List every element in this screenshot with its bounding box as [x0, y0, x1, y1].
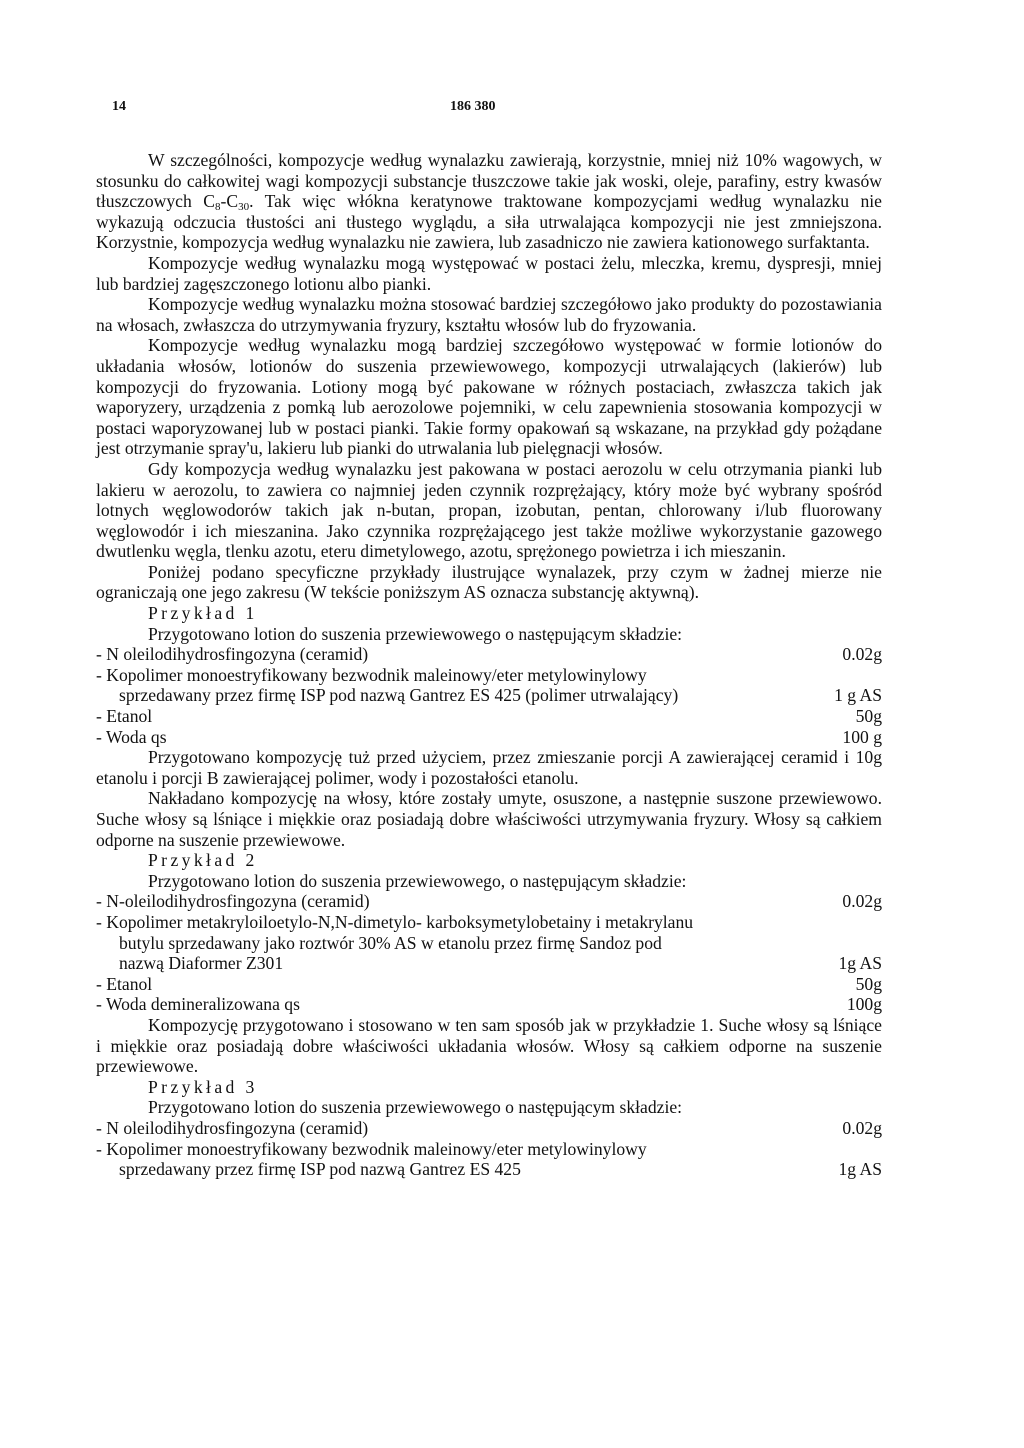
ingredient-row [96, 1159, 882, 1180]
ingredient-name: - Kopolimer monoestryfikowany bezwodnik maleinowy/eter metylowinylowy [96, 664, 647, 685]
ingredient-row [96, 933, 882, 954]
ingredient-amount: 1 g AS [834, 685, 882, 706]
example-3 [96, 1077, 882, 1180]
paragraph-examples-intro: Poniżej podano specyficzne przykłady ilustrujące wynalazek, przy czym w żadnej mierze nie ograniczają one jego zakresu (W tekście poniższym AS oznacza substancję aktywną). [96, 561, 882, 603]
ingredient-row [96, 891, 882, 912]
example-title: Przykład 3 [148, 1076, 258, 1097]
ingredient-amount: 0.02g [842, 891, 882, 912]
ingredient-amount: 1g AS [838, 953, 882, 974]
example-note: Kompozycję przygotowano i stosowano w ten sam sposób jak w przykładzie 1. Suche włosy są lśniące i miękkie oraz posiadają dobre właściwości układania włosów. Włosy są całkiem odporne na suszenie przewiewowe. [96, 1014, 882, 1077]
ingredient-name: nazwą Diaformer Z301 [119, 953, 284, 974]
ingredient-name: sprzedawany przez firmę ISP pod nazwą Gantrez ES 425 [119, 1159, 521, 1180]
example-title: Przykład 2 [148, 850, 258, 871]
ingredient-row [96, 727, 882, 748]
ingredient-name: - Kopolimer metakryloiloetylo-N,N-dimetylo- karboksymetylobetainy i metakrylanu [96, 911, 694, 932]
paragraph-leave-in: Kompozycje według wynalazku można stosować bardziej szczegółowo jako produkty do pozostawiania na włosach, zwłaszcza do utrzymywania fryzury, kształtu włosów lub do fryzowania. [96, 294, 882, 335]
ingredient-name: - Woda demineralizowana qs [96, 994, 300, 1015]
text-run: . Tak więc włókna keratynowe traktowane kompozycjami według wynalazku nie wykazują odczucia tłustości ani tłustego wyglądu, a siła utrwalająca kompozycji nie jest zmniejszona. Korzystnie, kompozycja według wynalazku nie zawiera, lub zasadniczo nie zawiera kationowego surfaktanta. [96, 191, 882, 253]
example-2 [96, 850, 882, 1077]
ingredient-amount: 0.02g [842, 1117, 882, 1138]
ingredient-amount: 100 g [842, 726, 882, 747]
ingredient-amount: 50g [855, 706, 882, 727]
ingredient-row [96, 706, 882, 727]
example-intro: Przygotowano lotion do suszenia przewiewowego, o następującym składzie: [148, 870, 687, 891]
ingredient-name: - Kopolimer monoestryfikowany bezwodnik maleinowy/eter metylowinylowy [96, 1138, 647, 1159]
example-note: Nakładano kompozycję na włosy, które zostały umyte, osuszone, a następnie suszone przewiewowo. Suche włosy są lśniące i miękkie oraz posiadają dobre właściwości utrzymywania fryzury. Włosy są całkiem odporne na suszenie przewiewowe. [96, 788, 882, 850]
ingredient-row [96, 953, 882, 974]
subscript: 8 [214, 201, 221, 214]
ingredient-row [96, 1139, 882, 1160]
paragraph-lotions: Kompozycje według wynalazku mogą bardziej szczegółowo występować w formie lotionów do układania włosów, lotionów do suszenia przewiewowego, kompozycji utrwalających (lakierów) lub kompozycji do fryzowania. Lotiony mogą być pakowane w różnych postaciach, zwłaszcza takich jak waporyzery, urządzenia z pomką lub aerozolowe pojemniki, w celu zapewnienia stosowania kompozycji w postaci waporyzowanej lub w postaci pianki. Takie formy opakowań są wskazane, na przykład gdy pożądane jest otrzymanie spray'u, lakieru lub pianki do utrwalania lub pielęgnacji włosów. [96, 335, 882, 459]
ingredient-row [96, 685, 882, 706]
ingredient-amount: 0.02g [842, 644, 882, 665]
ingredient-name: - Woda qs [96, 726, 167, 747]
ingredient-amount: 50g [855, 973, 882, 994]
ingredient-name: - N-oleilodihydrosfingozyna (ceramid) [96, 891, 370, 912]
example-intro: Przygotowano lotion do suszenia przewiewowego o następującym składzie: [148, 623, 683, 644]
ingredient-amount: 100g [846, 994, 882, 1015]
paragraph-aerosol: Gdy kompozycja według wynalazku jest pakowana w postaci aerozolu w celu otrzymania pianki lub lakieru w aerozolu, to zawiera co najmniej jeden czynnik rozprężający, który może być wybrany spośród lotnych węglowodorów takich jak n-butan, propan, izobutan, pentan, chlorowany i/lub fluorowany węglowodór i ich mieszanina. Jako czynnika rozprężającego jest także możliwe wykorzystanie gazowego dwutlenku węgla, tlenku azotu, eteru dimetylowego, azotu, sprężonego powietrza i ich mieszanin. [96, 458, 882, 562]
ingredient-name: - Etanol [96, 706, 153, 727]
ingredient-name: - Etanol [96, 973, 153, 994]
ingredient-row [96, 1118, 882, 1139]
text-run: W szczególności, kompozycje według wynalazku zawierają, korzystnie, mniej niż 10% wagowych, w stosunku do całkowitej wagi kompozycji substancje tłuszczowe takie jak woski, oleje, parafiny, estry kwasów tłuszczowych C [96, 150, 882, 212]
example-1 [96, 603, 882, 850]
subscript: 30 [238, 201, 250, 214]
example-intro: Przygotowano lotion do suszenia przewiewowego o następującym składzie: [148, 1097, 683, 1118]
ingredient-name: - N oleilodihydrosfingozyna (ceramid) [96, 1117, 369, 1138]
ingredient-name: sprzedawany przez firmę ISP pod nazwą Gantrez ES 425 (polimer utrwalający) [119, 685, 679, 706]
example-title: Przykład 1 [148, 603, 258, 624]
ingredient-row [96, 665, 882, 686]
document-body [96, 150, 882, 1180]
paragraph-forms: Kompozycje według wynalazku mogą występować w postaci żelu, mleczka, kremu, dyspresji, mniej lub bardziej zagęszczonego lotionu albo pianki. [96, 252, 882, 294]
example-note: Przygotowano kompozycję tuż przed użyciem, przez zmieszanie porcji A zawierającej ceramid i 10g etanolu i porcji B zawierającej polimer, wody i pozostałości etanolu. [96, 747, 882, 788]
ingredient-row [96, 644, 882, 665]
ingredient-name: butylu sprzedawany jako roztwór 30% AS w etanolu przez firmę Sandoz pod [119, 932, 662, 953]
paragraph-fatty-substances [96, 150, 882, 253]
text-run: -C [220, 191, 239, 212]
ingredient-row [96, 912, 882, 933]
ingredient-name: - N oleilodihydrosfingozyna (ceramid) [96, 644, 369, 665]
ingredient-row [96, 994, 882, 1015]
patent-number: 186 380 [450, 99, 496, 114]
ingredient-amount: 1g AS [838, 1159, 882, 1180]
page-number: 14 [112, 99, 126, 114]
ingredient-row [96, 974, 882, 995]
